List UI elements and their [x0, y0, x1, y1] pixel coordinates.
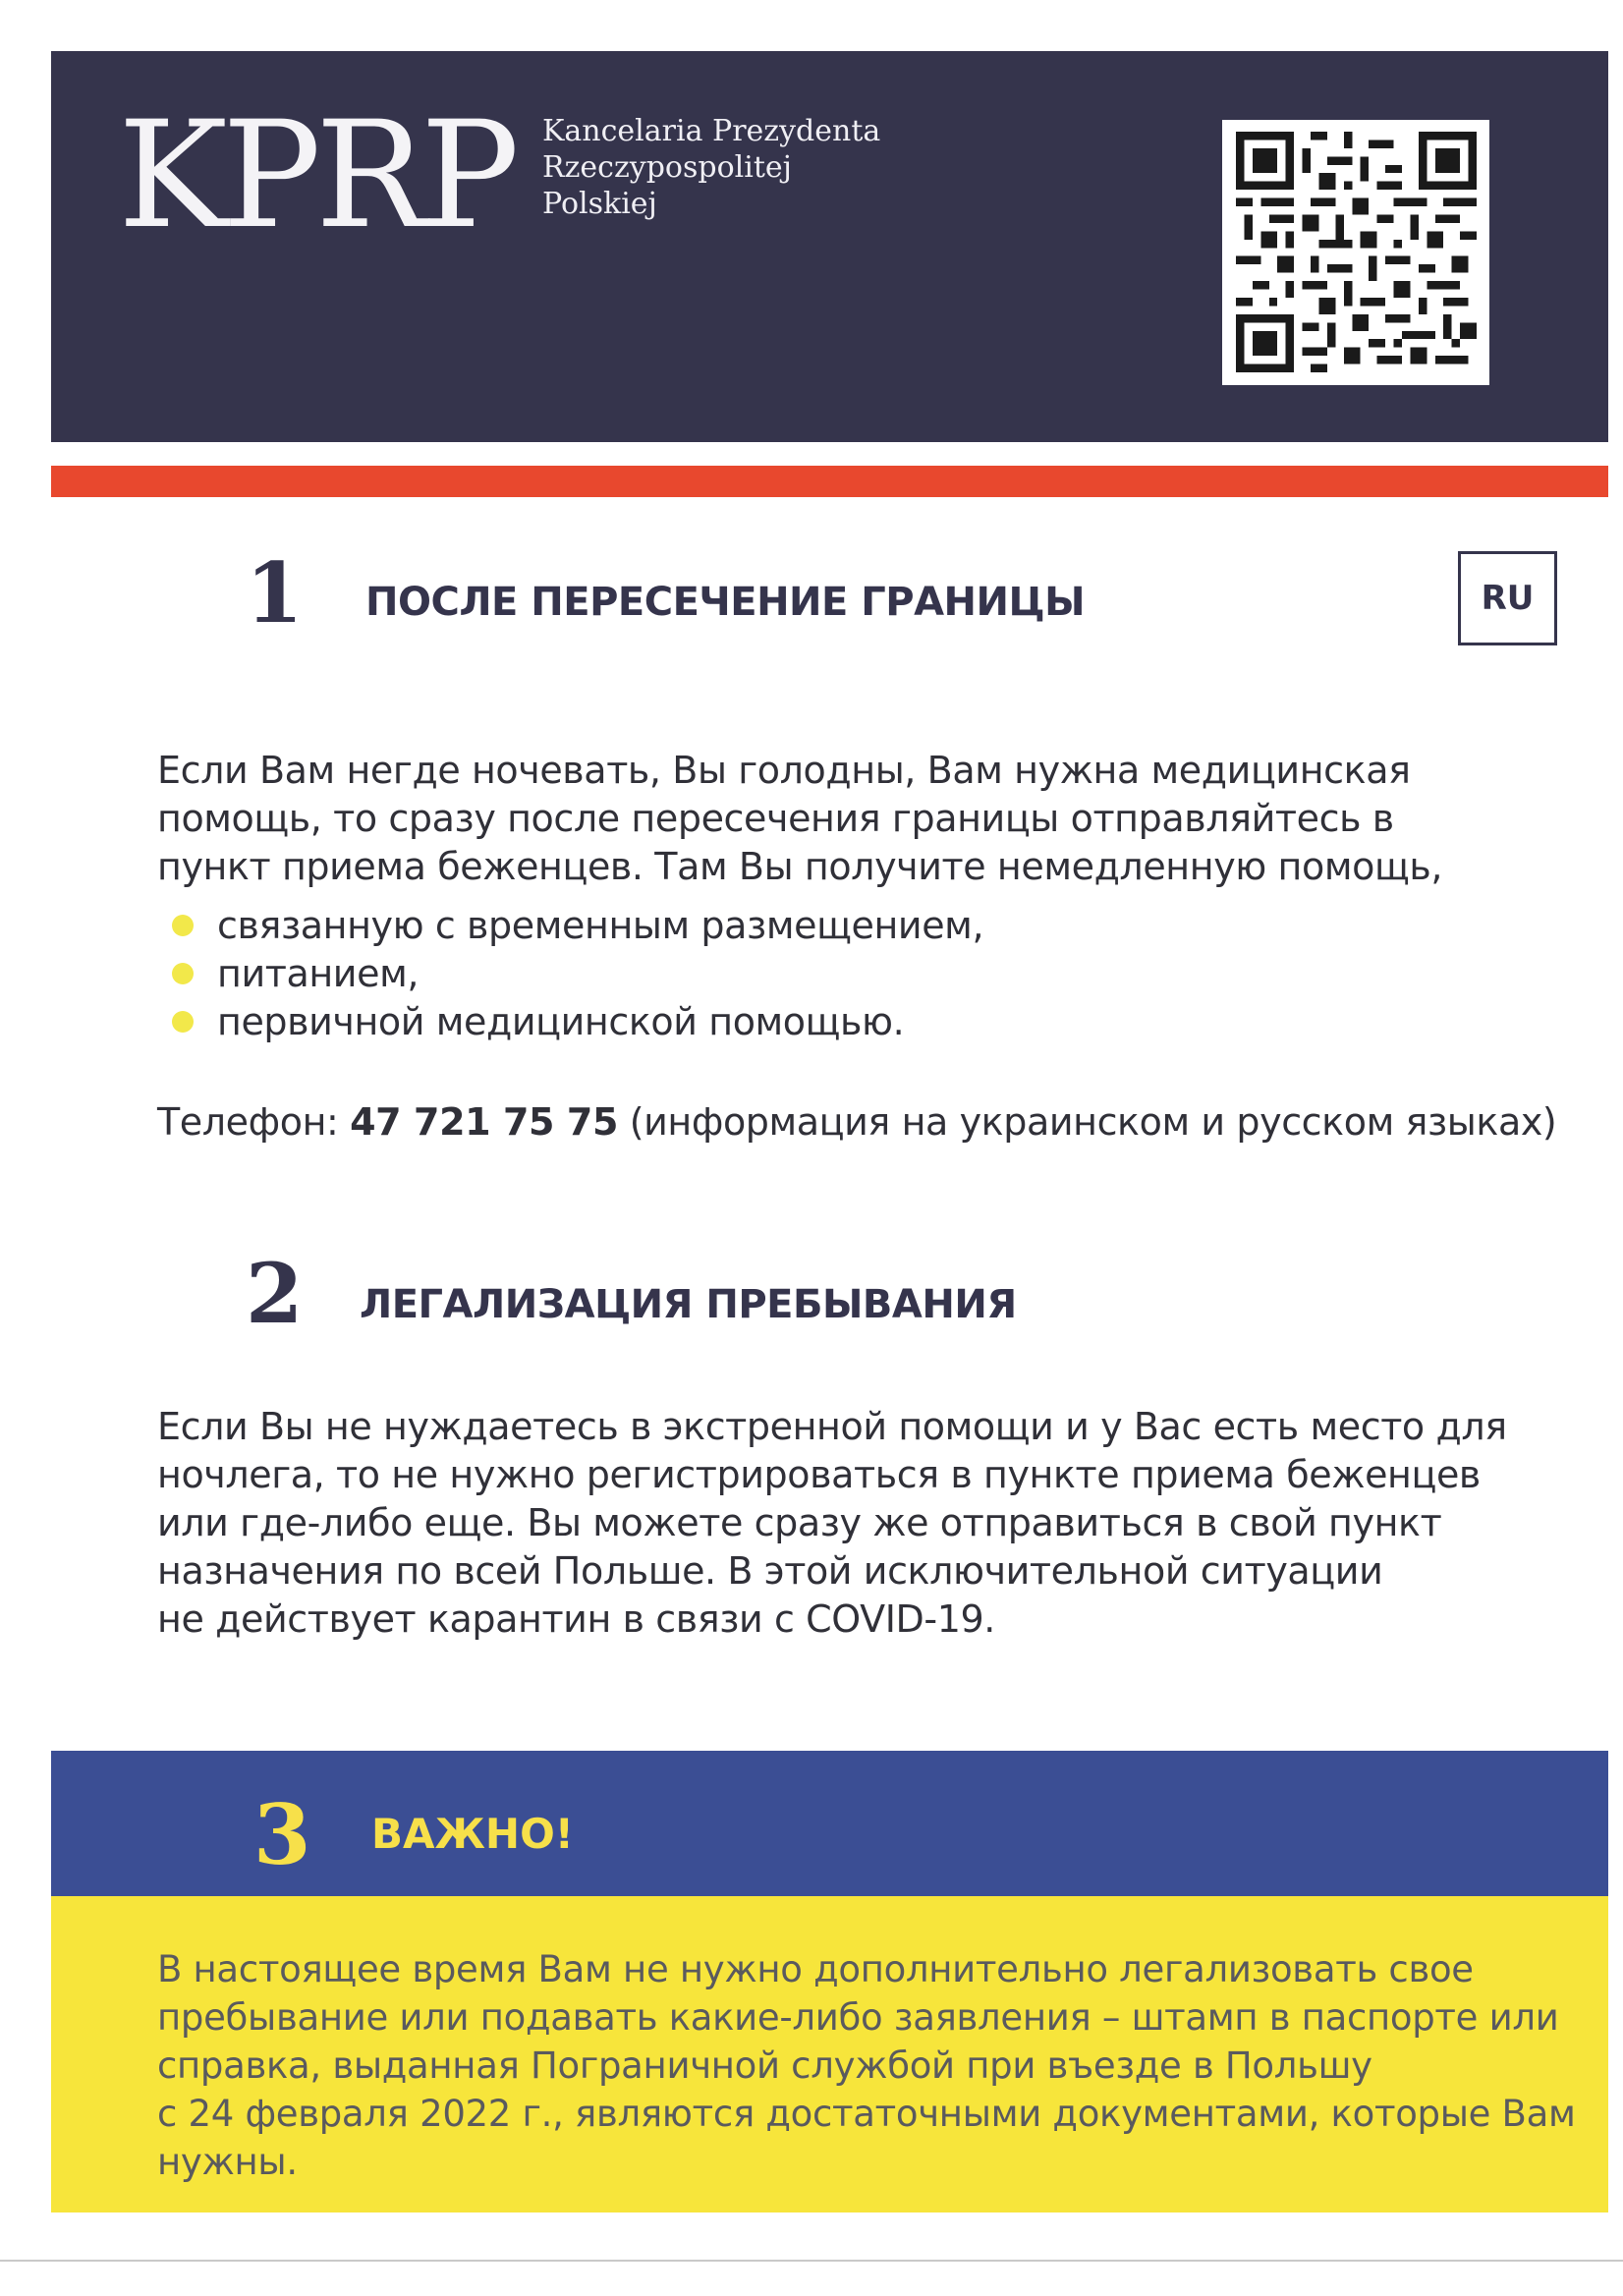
- section-2-line: не действует карантин в связи с COVID-19.: [157, 1597, 995, 1641]
- phone-note: (информация на украинском и русском языках): [629, 1100, 1557, 1144]
- bullet-dot-icon: [172, 915, 194, 936]
- logo-caption-line-3: Polskiej: [542, 187, 657, 221]
- logo-caption-line-2: Rzeczypospolitej: [542, 150, 792, 185]
- section-2-line: Если Вы не нуждаетесь в экстренной помощи и у Вас есть место для: [157, 1405, 1507, 1448]
- logo-caption: [542, 113, 1053, 222]
- section-2-paragraph: [157, 1403, 1572, 1644]
- list-item: [172, 997, 983, 1045]
- section-2-number: 2: [246, 1245, 304, 1342]
- section-1-line: пункт приема беженцев. Там Вы получите немедленную помощь,: [157, 845, 1443, 888]
- section-3-line: справка, выданная Пограничной службой при въезде в Польшу: [157, 2044, 1372, 2087]
- section-1-line: Если Вам негде ночевать, Вы голодны, Вам нужна медицинская: [157, 749, 1411, 792]
- section-1-paragraph: [157, 747, 1572, 891]
- help-bullet-list: [172, 901, 983, 1045]
- section-3-line: пребывание или подавать какие-либо заявления – штамп в паспорте или: [157, 1996, 1559, 2039]
- qr-code-icon[interactable]: [1222, 120, 1489, 385]
- page-bottom-rule: [0, 2260, 1623, 2262]
- section-1-title: ПОСЛЕ ПЕРЕСЕЧЕНИЕ ГРАНИЦЫ: [365, 580, 1086, 625]
- bullet-dot-icon: [172, 1011, 194, 1033]
- section-3-paragraph: [157, 1945, 1576, 2186]
- phone-line: [157, 1100, 1556, 1144]
- section-3-title: ВАЖНО!: [371, 1810, 574, 1858]
- section-3-line: с 24 февраля 2022 г., являются достаточными документами, которые Вам: [157, 2093, 1576, 2135]
- section-1-line: помощь, то сразу после пересечения границы отправляйтесь в: [157, 797, 1394, 840]
- section-3-number: 3: [253, 1786, 311, 1883]
- bullet-text: питанием,: [217, 951, 420, 995]
- bullet-text: первичной медицинской помощью.: [217, 999, 905, 1043]
- section-2-title: ЛЕГАЛИЗАЦИЯ ПРЕБЫВАНИЯ: [360, 1282, 1017, 1327]
- section-1-number: 1: [246, 544, 304, 642]
- list-item: [172, 901, 983, 949]
- list-item: [172, 949, 983, 997]
- phone-number[interactable]: 47 721 75 75: [350, 1100, 618, 1144]
- section-2-line: или где-либо еще. Вы можете сразу же отправиться в свой пункт: [157, 1501, 1442, 1544]
- bullet-dot-icon: [172, 963, 194, 984]
- logo-caption-line-1: Kancelaria Prezydenta: [542, 114, 881, 148]
- section-3-line: нужны.: [157, 2141, 298, 2183]
- section-2-line: ночлега, то не нужно регистрироваться в пункте приема беженцев: [157, 1453, 1481, 1496]
- kprp-logo: KPRP: [118, 90, 514, 261]
- language-badge: RU: [1458, 551, 1557, 645]
- phone-label: Телефон:: [157, 1100, 339, 1144]
- header-banner: [51, 51, 1608, 442]
- bullet-text: связанную с временным размещением,: [217, 903, 984, 947]
- section-3-line: В настоящее время Вам не нужно дополнительно легализовать свое: [157, 1948, 1474, 1990]
- red-accent-stripe: [51, 466, 1608, 497]
- section-2-line: назначения по всей Польше. В этой исключительной ситуации: [157, 1549, 1383, 1593]
- qr-code-graphic: [1236, 132, 1477, 372]
